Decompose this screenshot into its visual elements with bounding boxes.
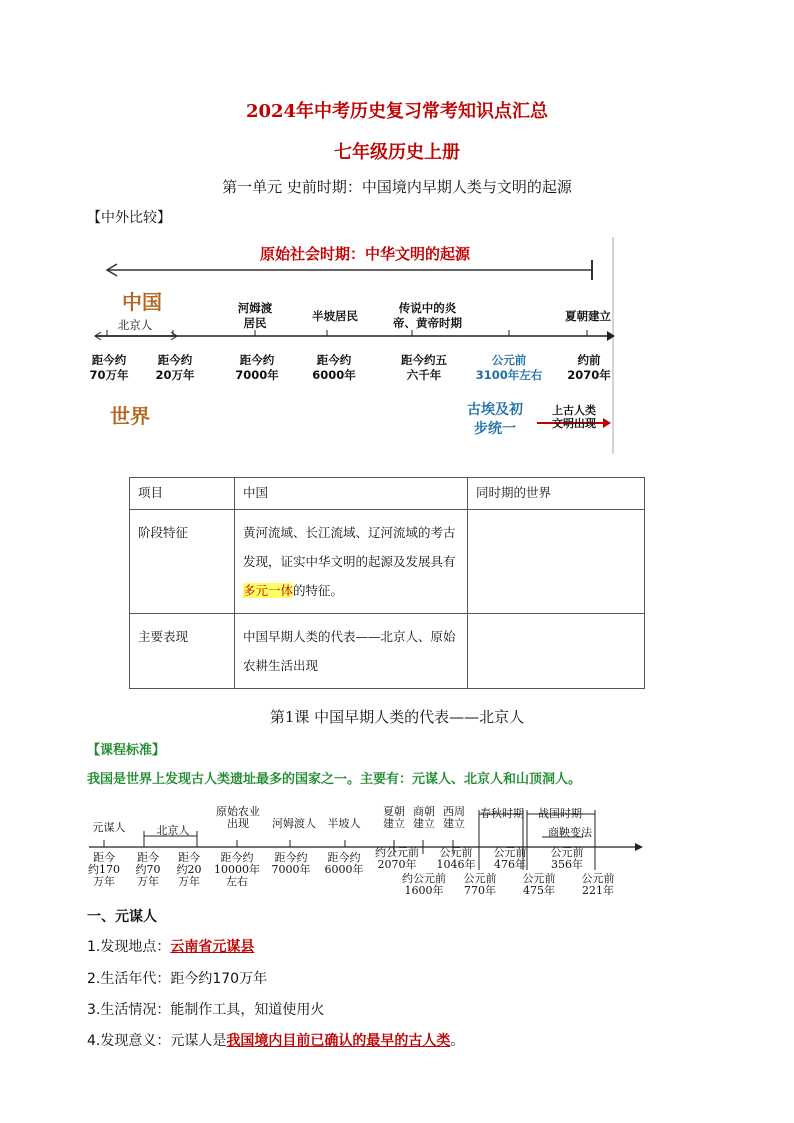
highlight-text: 多元一体	[243, 583, 294, 598]
event-yanhuang: 传说中的炎 帝、黄帝时期	[393, 301, 462, 330]
event-xia: 夏朝建立	[565, 309, 611, 323]
date-200k: 距今约 20万年	[155, 353, 195, 382]
tl2-date-70w: 距今 约70 万年	[135, 851, 161, 888]
table-cell-world	[468, 510, 645, 614]
page-title: 2024年中考历史复习常考知识点汇总	[245, 101, 549, 122]
item-text: 1.发现地点：	[87, 939, 171, 955]
table-row	[130, 510, 645, 614]
date-5-6k: 距今约五 六千年	[401, 353, 447, 382]
tl2-date-170w: 距今 约170 万年	[88, 851, 120, 888]
list-item	[87, 968, 267, 988]
tl2-date-476: 公元前 476年	[493, 846, 527, 871]
tl2-shang: 商朝 建立	[413, 805, 435, 830]
compare-table	[129, 477, 645, 689]
section-heading: 一、元谋人	[87, 909, 157, 925]
tl2-date-475: 公元前 475年	[522, 872, 556, 897]
table-header-world: 同时期的世界	[468, 478, 645, 510]
date-2070bc: 约前 2070年	[567, 353, 611, 382]
tl2-banpo: 半坡人	[327, 817, 361, 830]
lesson-title: 第1课 中国早期人类的代表——北京人	[269, 708, 525, 726]
standard-text: 我国是世界上发现古人类遗址最多的国家之一。主要有：元谋人、北京人和山顶洞人。	[87, 772, 582, 787]
tl2-date-1600: 约公元前 1600年	[402, 872, 446, 897]
world-label: 世界	[110, 404, 150, 428]
list-item	[87, 1030, 464, 1050]
date-3100bc: 公元前 3100年左右	[475, 353, 543, 382]
item-text: 3.生活情况：能制作工具，知道使用火	[87, 1002, 325, 1018]
tl2-zhou: 西周 建立	[443, 805, 465, 830]
tl2-xia: 夏朝 建立	[383, 805, 405, 830]
tl2-date-1046: 公元前 1046年	[436, 846, 476, 871]
beijing-man-label: 北京人	[117, 318, 153, 332]
compare-banner: 原始社会时期：中华文明的起源	[259, 245, 470, 263]
tl2-date-7000: 距今约 7000年	[271, 851, 311, 876]
date-7000: 距今约 7000年	[235, 353, 279, 382]
event-banpo: 半坡居民	[312, 309, 358, 323]
list-item	[87, 936, 254, 956]
world-egypt: 古埃及初 步统一	[467, 402, 523, 437]
cell-text: 黄河流域、长江流域、辽河流域的考古发现，证实中华文明的起源及发展具有	[243, 525, 456, 569]
table-row	[130, 614, 645, 689]
tl2-chunqiu: 春秋时期	[480, 807, 524, 820]
table-cell-item: 主要表现	[130, 614, 235, 689]
table-header-china: 中国	[235, 478, 468, 510]
item-text: 2.生活年代：距今约170万年	[87, 971, 268, 987]
tl2-yuanmou: 元谋人	[92, 821, 126, 834]
tl2-date-20w: 距今 约20 万年	[176, 851, 202, 888]
world-civilization: 上古人类 文明出现	[552, 404, 596, 430]
tl2-shangyang: 商鞅变法	[548, 826, 592, 839]
item-text: 4.发现意义：元谋人是	[87, 1033, 227, 1049]
unit-title: 第一单元 史前时期：中国境内早期人类与文明的起源	[222, 178, 572, 196]
tl2-date-2070: 约公元前 2070年	[375, 846, 419, 871]
tl2-date-10000: 距今约 10000年 左右	[214, 851, 260, 888]
tl2-hemudu: 河姆渡人	[272, 817, 316, 830]
tl2-date-6000: 距今约 6000年	[324, 851, 364, 876]
item-key-text: 我国境内目前已确认的最早的古人类	[226, 1033, 451, 1049]
table-header-item: 项目	[130, 478, 235, 510]
tl2-zhanguo: 战国时期	[538, 807, 582, 820]
china-label: 中国	[122, 290, 162, 314]
table-cell-china: 中国早期人类的代表——北京人、原始农耕生活出现	[235, 614, 468, 689]
page-subtitle: 七年级历史上册	[334, 142, 460, 163]
standard-label: 【课程标准】	[87, 743, 166, 758]
tl2-agriculture: 原始农业 出现	[216, 805, 260, 830]
tl2-beijing: 北京人	[156, 824, 190, 837]
cell-text: 的特征。	[293, 583, 344, 598]
table-cell-world	[468, 614, 645, 689]
date-6000: 距今约 6000年	[312, 353, 356, 382]
date-700k: 距今约 70万年	[89, 353, 129, 382]
tl2-date-770: 公元前 770年	[463, 872, 497, 897]
tl2-date-356: 公元前 356年	[550, 846, 584, 871]
list-item	[87, 999, 324, 1019]
item-text: 。	[450, 1033, 465, 1049]
item-key-text: 云南省元谋县	[170, 939, 255, 955]
event-hemudu: 河姆渡 居民	[237, 301, 273, 330]
table-cell-item: 阶段特征	[130, 510, 235, 614]
table-cell-china	[235, 510, 468, 614]
tl2-date-221: 公元前 221年	[581, 872, 615, 897]
compare-label: 【中外比较】	[87, 210, 171, 226]
